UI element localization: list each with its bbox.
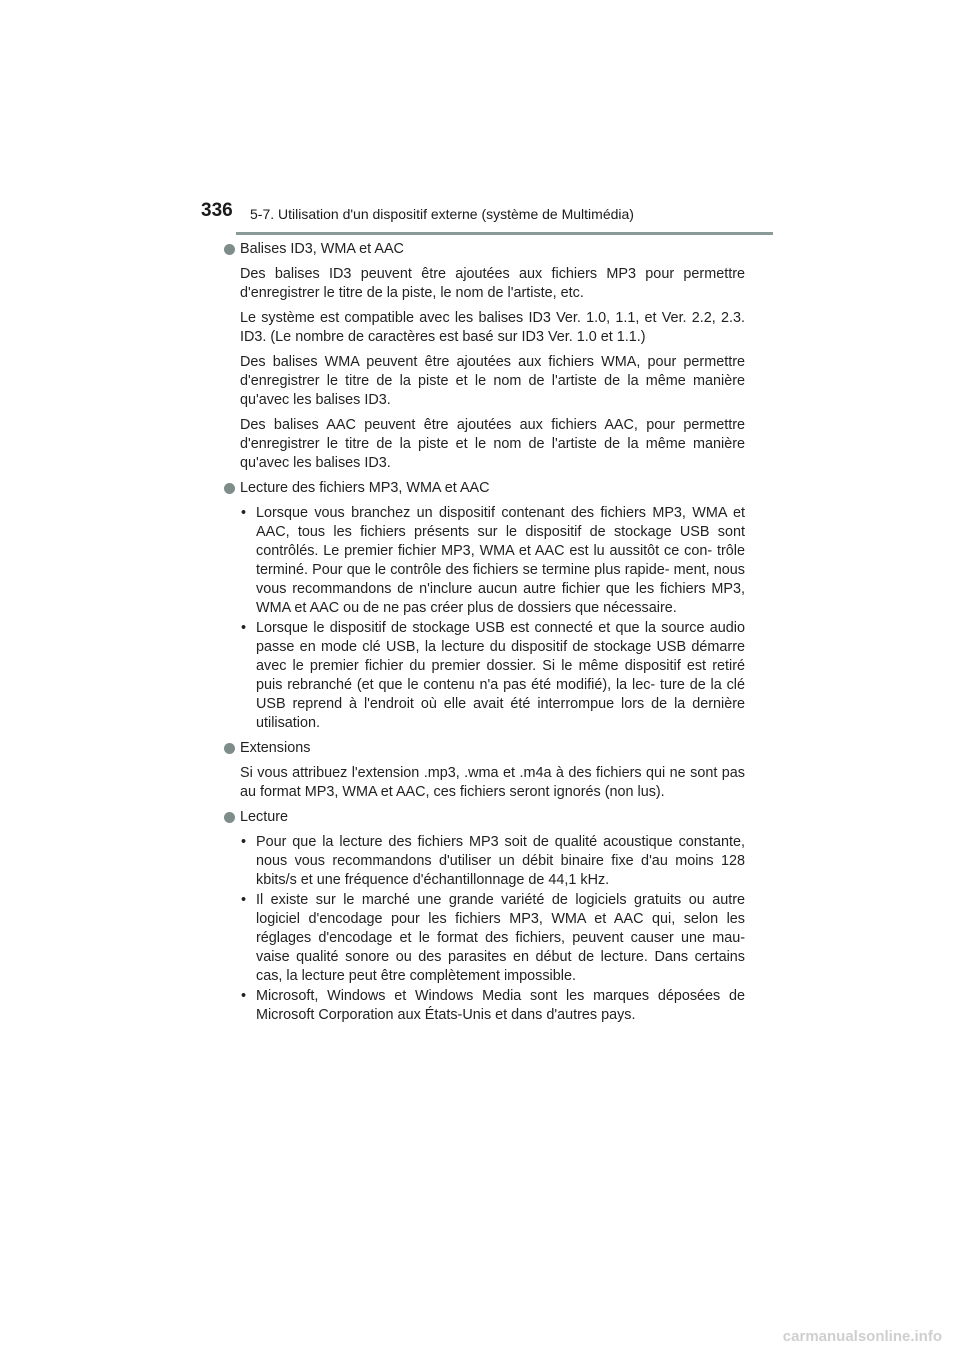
list-item-text: Il existe sur le marché une grande variété de logiciels gratuits ou autre logiciel d'encodage pour les fichiers MP3, WMA et AAC qui, selon les réglages d'encodage et le format des fichiers, peuvent causer une mau- vaise qualité sonore ou des parasites en début de lecture. Dans certains cas, la lecture peut être complètement impossible. <box>256 892 745 984</box>
chapter-title: 5-7. Utilisation d'un dispositif externe (système de Multimédia) <box>250 206 634 222</box>
section-id3-tags <box>222 240 745 473</box>
round-bullet-icon <box>224 244 235 255</box>
section-heading <box>222 808 745 827</box>
main-content <box>222 240 745 1031</box>
list-item <box>240 833 745 890</box>
list-item <box>240 891 745 986</box>
list-item <box>240 987 745 1025</box>
section-heading <box>222 479 745 498</box>
section-heading-text: Balises ID3, WMA et AAC <box>240 241 404 257</box>
round-bullet-icon <box>224 743 235 754</box>
round-bullet-icon <box>224 483 235 494</box>
paragraph: Des balises WMA peuvent être ajoutées aux fichiers WMA, pour permettre d'enregistrer le titre de la piste et le nom de l'artiste de la même manière qu'avec les balises ID3. <box>240 354 745 408</box>
small-bullet-icon: • <box>241 620 247 636</box>
list-item-text: Lorsque le dispositif de stockage USB est connecté et que la source audio passe en mode clé USB, la lecture du dispositif de stockage USB démarre avec le premier fichier du premier dossier. Si le même dispositif est retiré puis rebranché (et que le contenu n'a pas été modifié), la lec- ture de la clé USB reprend à l'endroit où elle avait été interrompue lors de la dernière utilisation. <box>256 620 745 731</box>
section-extensions <box>222 739 745 802</box>
paragraph: Des balises AAC peuvent être ajoutées aux fichiers AAC, pour permettre d'enregistrer le titre de la piste et le nom de l'artiste de la même manière qu'avec les balises ID3. <box>240 417 745 471</box>
paragraph: Des balises ID3 peuvent être ajoutées aux fichiers MP3 pour permettre d'enregistrer le titre de la piste, le nom de l'artiste, etc. <box>240 266 745 301</box>
list-item-text: Lorsque vous branchez un dispositif contenant des fichiers MP3, WMA et AAC, tous les fichiers présents sur le dispositif de stockage USB sont contrôlés. Le premier fichier MP3, WMA et AAC est lu aussitôt ce con- trôle terminé. Pour que le contrôle des fichiers se termine plus rapide- ment, nous vous recommandons de n'inclure aucun autre fichier que les fichiers MP3, WMA et AAC ou de ne pas créer plus de dossiers que nécessaire. <box>256 505 745 616</box>
list-item <box>240 504 745 618</box>
list-item-text: Microsoft, Windows et Windows Media sont les marques déposées de Microsoft Corporation aux États-Unis et dans d'autres pays. <box>256 988 745 1023</box>
bullet-list <box>240 833 745 1025</box>
paragraph: Le système est compatible avec les balises ID3 Ver. 1.0, 1.1, et Ver. 2.2, 2.3. ID3. (Le nombre de caractères est basé sur ID3 Ver. 1.0 et 1.1.) <box>240 310 745 345</box>
section-playback <box>222 808 745 1025</box>
paragraph: Si vous attribuez l'extension .mp3, .wma et .m4a à des fichiers qui ne sont pas au format MP3, WMA et AAC, ces fichiers seront ignorés (non lus). <box>240 765 745 800</box>
small-bullet-icon: • <box>241 834 247 850</box>
section-heading <box>222 739 745 758</box>
watermark: carmanualsonline.info <box>782 1328 942 1345</box>
page-number: 336 <box>201 200 233 221</box>
section-file-playback <box>222 479 745 733</box>
section-heading <box>222 240 745 259</box>
list-item <box>240 619 745 733</box>
bullet-list <box>240 504 745 733</box>
section-heading-text: Lecture des fichiers MP3, WMA et AAC <box>240 480 490 496</box>
list-item-text: Pour que la lecture des fichiers MP3 soit de qualité acoustique constante, nous vous recommandons d'utiliser un débit binaire fixe d'au moins 128 kbits/s et une fréquence d'échantillonnage de 44,1 kHz. <box>256 834 745 888</box>
small-bullet-icon: • <box>241 505 247 521</box>
section-heading-text: Lecture <box>240 809 288 825</box>
section-heading-text: Extensions <box>240 740 311 756</box>
small-bullet-icon: • <box>241 892 247 908</box>
round-bullet-icon <box>224 812 235 823</box>
small-bullet-icon: • <box>241 988 247 1004</box>
header-rule <box>236 232 773 235</box>
